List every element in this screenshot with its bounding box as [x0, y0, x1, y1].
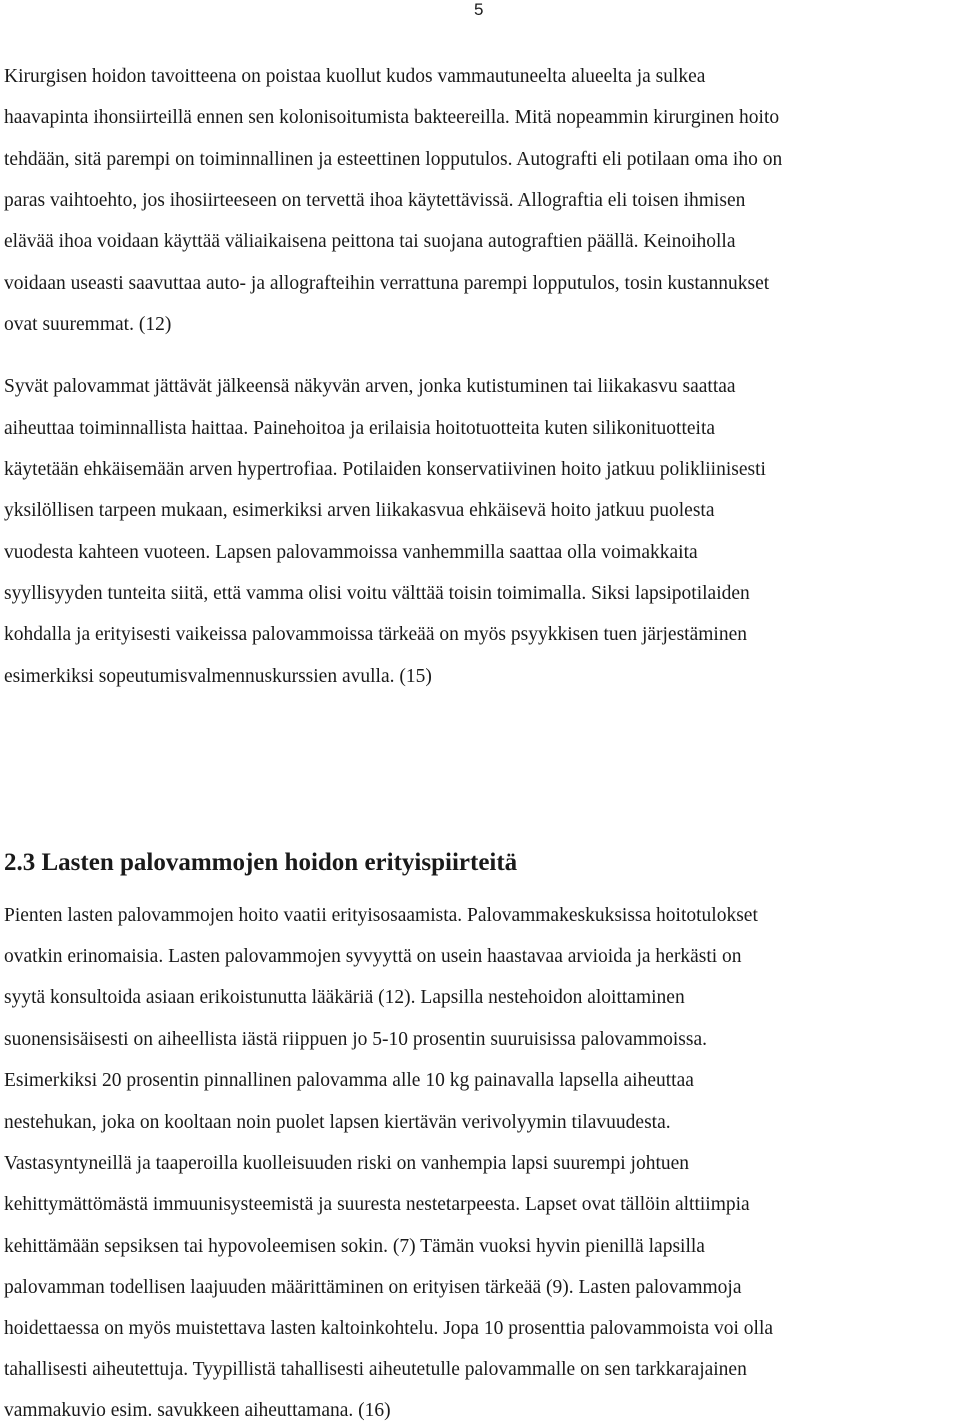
text-line: vuodesta kahteen vuoteen. Lapsen palovammoissa vanhemmilla saattaa olla voimakkaita [4, 542, 698, 563]
text-line: paras vaihtoehto, jos ihosiirteeseen on tervettä ihoa käytettävissä. Allograftia eli toisen ihmisen [4, 190, 746, 211]
text-line: Vastasyntyneillä ja taaperoilla kuolleisuuden riski on vanhempia lapsi suurempi johtuen [4, 1153, 690, 1174]
text-line: ovatkin erinomaisia. Lasten palovammojen syvyyttä on usein haastavaa arvioida ja herkästi on [4, 946, 742, 967]
text-line: Esimerkiksi 20 prosentin pinnallinen palovamma alle 10 kg painavalla lapsella aiheuttaa [4, 1070, 694, 1091]
section-heading: 2.3 Lasten palovammojen hoidon erityispiirteitä [4, 849, 518, 876]
text-line: haavapinta ihonsiirteillä ennen sen kolonisoitumista bakteereilla. Mitä nopeammin kirurginen hoito [4, 107, 780, 128]
text-line: syyllisyyden tunteita siitä, että vamma olisi voitu välttää toisin toimimalla. Siksi lapsipotilaiden [4, 583, 750, 604]
text-line: käytetään ehkäisemään arven hypertrofiaa. Potilaiden konservatiivinen hoito jatkuu polikliinisesti [4, 459, 766, 480]
text-line: Pienten lasten palovammojen hoito vaatii erityisosaamista. Palovammakeskuksissa hoitotulokset [4, 905, 758, 926]
text-line: aiheuttaa toiminnallista haittaa. Painehoitoa ja erilaisia hoitotuotteita kuten silikonituotteita [4, 418, 716, 439]
text-line: vammakuvio esim. savukkeen aiheuttamana. (16) [4, 1400, 391, 1421]
text-line: Syvät palovammat jättävät jälkeensä näkyvän arven, jonka kutistuminen tai liikakasvu saattaa [4, 376, 736, 397]
text-line: yksilöllisen tarpeen mukaan, esimerkiksi arven liikakasvua ehkäisevä hoito jatkuu puolesta [4, 500, 715, 521]
text-line: tehdään, sitä parempi on toiminnallinen ja esteettinen lopputulos. Autografti eli potilaan oma iho on [4, 149, 783, 170]
text-line: kehittämään sepsiksen tai hypovoleemisen sokin. (7) Tämän vuoksi hyvin pienillä lapsilla [4, 1236, 705, 1257]
text-line: kohdalla ja erityisesti vaikeissa palovammoissa tärkeää on myös psyykkisen tuen järjestäminen [4, 624, 747, 645]
text-line: hoidettaessa on myös muistettava lasten kaltoinkohtelu. Jopa 10 prosenttia palovammoista voi olla [4, 1318, 774, 1339]
page-number: 5 [474, 0, 484, 19]
text-line: ovat suuremmat. (12) [4, 314, 172, 335]
text-line: Kirurgisen hoidon tavoitteena on poistaa kuollut kudos vammautuneelta alueelta ja sulkea [4, 66, 706, 87]
text-line: elävää ihoa voidaan käyttää väliaikaisena peittona tai suojana autograftien päällä. Keinoiholla [4, 231, 736, 252]
text-line: kehittymättömästä immuunisysteemistä ja suuresta nestetarpeesta. Lapset ovat tällöin alttiimpia [4, 1194, 750, 1215]
text-line: nestehukan, joka on kooltaan noin puolet lapsen kiertävän verivolyymin tilavuudesta. [4, 1112, 671, 1133]
text-line: tahallisesti aiheutettuja. Tyypillistä tahallisesti aiheutetulle palovammalle on sen tarkkarajainen [4, 1359, 747, 1380]
text-line: palovamman todellisen laajuuden määrittäminen on erityisen tärkeää (9). Lasten palovammoja [4, 1277, 742, 1298]
text-line: esimerkiksi sopeutumisvalmennuskurssien avulla. (15) [4, 666, 432, 687]
text-line: suonensisäisesti on aiheellista iästä riippuen jo 5-10 prosentin suuruisissa palovammoissa. [4, 1029, 707, 1050]
text-line: voidaan useasti saavuttaa auto- ja allografteihin verrattuna parempi lopputulos, tosin kustannukset [4, 273, 770, 294]
text-line: syytä konsultoida asiaan erikoistunutta lääkäriä (12). Lapsilla nestehoidon aloittaminen [4, 987, 685, 1008]
